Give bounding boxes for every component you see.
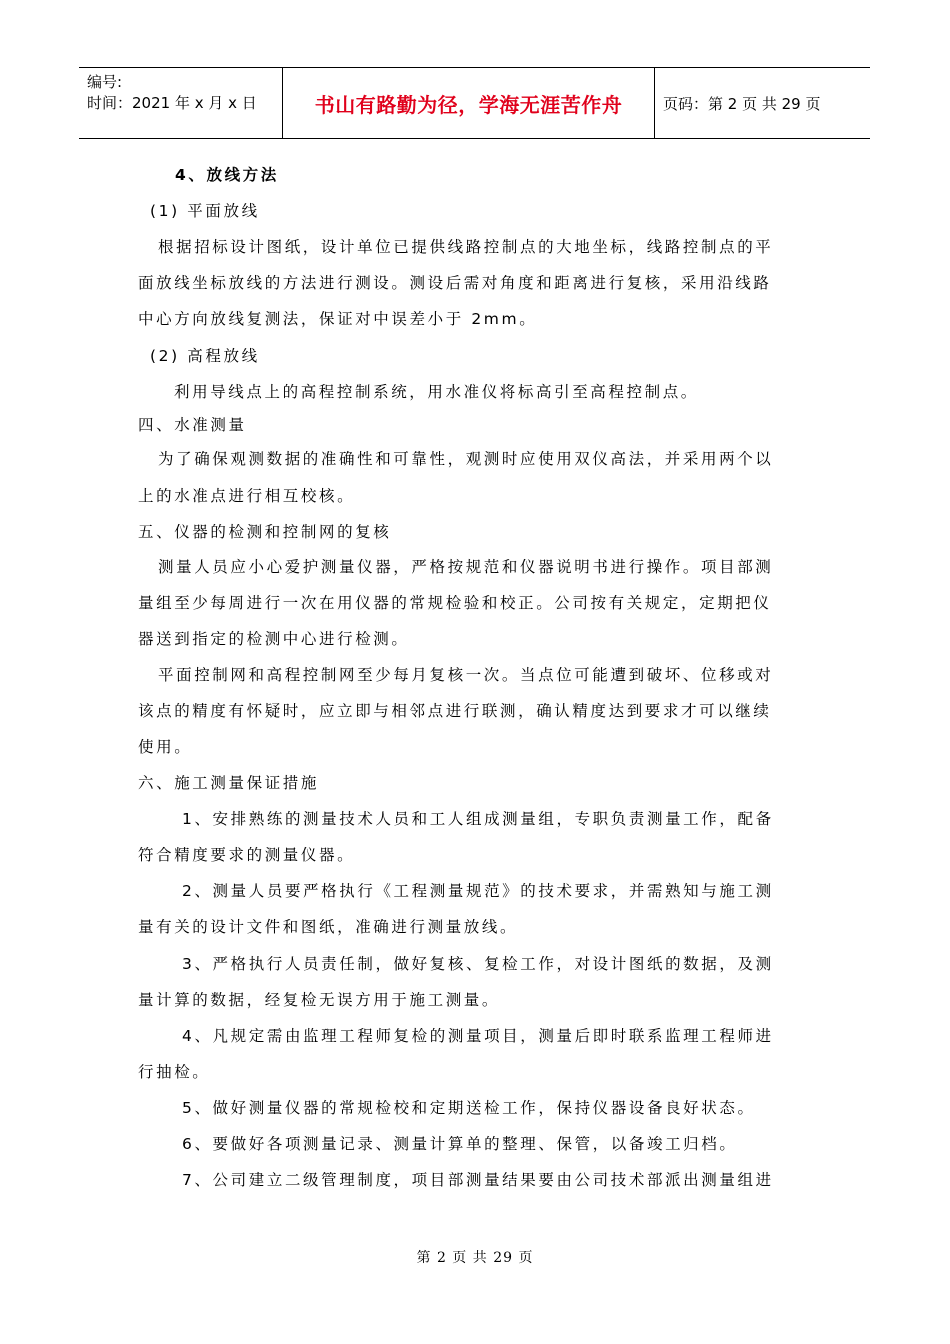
- paragraph-line: 利用导线点上的高程控制系统，用水准仪将标高引至高程控制点。: [174, 383, 699, 401]
- section-heading: 4、放线方法: [175, 166, 279, 184]
- document-number-label: 编号:: [87, 73, 123, 91]
- paragraph-line: 为了确保观测数据的准确性和可靠性，观测时应使用双仪高法，并采用两个以: [158, 450, 774, 468]
- header-page-info: 页码：第 2 页 共 29 页: [663, 94, 821, 113]
- paragraph-line: 中心方向放线复测法，保证对中误差小于 2mm。: [138, 310, 538, 328]
- section-heading: 四、水准测量: [138, 416, 247, 434]
- header-meta: [79, 68, 282, 138]
- page-footer: 第 2 页 共 29 页: [416, 1250, 534, 1266]
- paragraph-line: 测量人员应小心爱护测量仪器，严格按规范和仪器说明书进行操作。项目部测: [158, 558, 774, 576]
- page-header: [79, 67, 870, 139]
- paragraph-line: 器送到指定的检测中心进行检测。: [138, 630, 410, 648]
- paragraph-line: 面放线坐标放线的方法进行测设。测设后需对角度和距离进行复核，采用沿线路: [138, 274, 772, 292]
- paragraph-line: 该点的精度有怀疑时，应立即与相邻点进行联测，确认精度达到要求才可以继续: [138, 702, 772, 720]
- paragraph-line: 符合精度要求的测量仪器。: [138, 846, 356, 864]
- subsection-heading: (1) 平面放线: [150, 202, 260, 220]
- paragraph-line: 使用。: [138, 738, 193, 756]
- list-item: 1、安排熟练的测量技术人员和工人组成测量组，专职负责测量工作，配备: [182, 810, 774, 828]
- paragraph-line: 平面控制网和高程控制网至少每月复核一次。当点位可能遭到破坏、位移或对: [158, 666, 774, 684]
- paragraph-line: 行抽检。: [138, 1063, 211, 1081]
- paragraph-line: 根据招标设计图纸，设计单位已提供线路控制点的大地坐标，线路控制点的平: [158, 238, 774, 256]
- section-heading: 五、仪器的检测和控制网的复核: [138, 523, 392, 541]
- paragraph-line: 量组至少每周进行一次在用仪器的常规检验和校正。公司按有关规定，定期把仪: [138, 594, 772, 612]
- header-motto: 书山有路勤为径，学海无涯苦作舟: [282, 68, 655, 138]
- paragraph-line: 上的水准点进行相互校核。: [138, 487, 356, 505]
- list-item: 6、要做好各项测量记录、测量计算单的整理、保管，以备竣工归档。: [182, 1135, 738, 1153]
- list-item: 7、公司建立二级管理制度，项目部测量结果要由公司技术部派出测量组进: [182, 1171, 774, 1189]
- list-item: 4、凡规定需由监理工程师复检的测量项目，测量后即时联系监理工程师进: [182, 1027, 774, 1045]
- section-heading: 六、施工测量保证措施: [138, 774, 320, 792]
- subsection-heading: (2) 高程放线: [150, 347, 260, 365]
- document-time: 时间：2021 年 x 月 x 日: [87, 94, 257, 112]
- list-item: 3、严格执行人员责任制，做好复核、复检工作，对设计图纸的数据，及测: [182, 955, 774, 973]
- paragraph-line: 量有关的设计文件和图纸，准确进行测量放线。: [138, 918, 519, 936]
- list-item: 5、做好测量仪器的常规检校和定期送检工作，保持仪器设备良好状态。: [182, 1099, 756, 1117]
- paragraph-line: 量计算的数据，经复检无误方用于施工测量。: [138, 991, 501, 1009]
- list-item: 2、测量人员要严格执行《工程测量规范》的技术要求，并需熟知与施工测: [182, 882, 774, 900]
